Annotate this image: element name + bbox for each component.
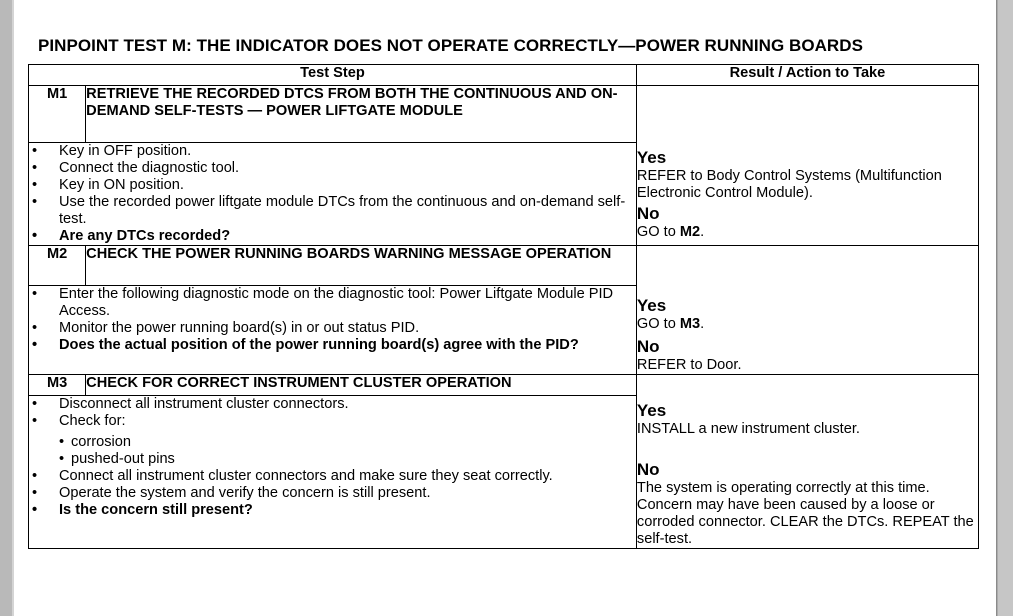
step-m2-id: M2 [29,246,86,286]
step-m3-no-text: The system is operating correctly at this time. Concern may have been caused by a loose or corroded connector. CLEAR the DTCs. REPEAT the self-test. [636,480,974,547]
step-m2-yes-ref[interactable]: M3 [679,316,701,332]
check-for-sublist [29,434,636,468]
step-m1-yes-label: Yes [636,148,667,167]
step-m3-yes-text: INSTALL a new instrument cluster. [636,421,860,437]
step-m1-heading-row [29,86,979,143]
list-item: • Use the recorded power liftgate module DTCs from the continuous and on-demand self-test. [29,194,636,228]
step-m3-heading-row [29,375,979,396]
list-item: • Connect the diagnostic tool. [29,160,636,177]
step-m2-heading: CHECK THE POWER RUNNING BOARDS WARNING MESSAGE OPERATION [86,246,637,286]
step-m1-question: • Are any DTCs recorded? [29,228,636,245]
list-item: • pushed-out pins [29,451,636,468]
step-m1-no-ref[interactable]: M2 [679,224,701,240]
step-m2-yes-label: Yes [636,296,667,315]
list-item: • Key in ON position. [29,177,636,194]
step-m1-no-label: No [636,204,660,223]
step-m2-yes-text: GO to M3. [636,316,705,332]
vertical-scrollbar[interactable] [998,0,1013,616]
step-m3-actions [29,396,637,549]
list-item: • Disconnect all instrument cluster connectors. [29,396,636,413]
step-m1-actions [29,143,637,246]
step-m3-result [636,375,978,549]
test-step-header: Test Step [29,65,637,86]
step-m3-heading: CHECK FOR CORRECT INSTRUMENT CLUSTER OPERATION [86,375,637,396]
step-m3-yes-label: Yes [636,401,667,420]
list-item: • Enter the following diagnostic mode on the diagnostic tool: Power Liftgate Module PID Access. [29,286,636,320]
pinpoint-test-table [28,64,979,549]
list-item: • Monitor the power running board(s) in or out status PID. [29,320,636,337]
list-item: • Check for: [29,413,636,430]
left-margin-bar [0,0,12,616]
list-item: • Key in OFF position. [29,143,636,160]
step-m2-heading-row [29,246,979,286]
step-m2-no-label: No [636,337,660,356]
step-m3-id: M3 [29,375,86,396]
step-m1-no-text: GO to M2. [636,224,705,240]
result-header: Result / Action to Take [636,65,978,86]
step-m3-no-label: No [636,460,660,479]
step-m2-result [636,246,978,375]
list-item: • corrosion [29,434,636,451]
pinpoint-test-title: PINPOINT TEST M: THE INDICATOR DOES NOT OPERATE CORRECTLY—POWER RUNNING BOARDS [38,36,863,55]
step-m3-question: • Is the concern still present? [29,502,636,519]
step-m2-question: • Does the actual position of the power running board(s) agree with the PID? [29,337,636,354]
step-m2-no-text: REFER to Door. [636,357,742,373]
step-m1-yes-text: REFER to Body Control Systems (Multifunction Electronic Control Module). [636,168,942,201]
step-m1-id: M1 [29,86,86,143]
step-m1-result [636,86,978,246]
table-header-row [29,65,979,86]
left-margin-edge [12,0,14,616]
list-item: • Connect all instrument cluster connectors and make sure they seat correctly. [29,468,636,485]
step-m1-heading: RETRIEVE THE RECORDED DTCS FROM BOTH THE CONTINUOUS AND ON-DEMAND SELF-TESTS — POWER LIFTGATE MODULE [86,86,637,143]
step-m2-actions [29,285,637,374]
list-item: • Operate the system and verify the concern is still present. [29,485,636,502]
